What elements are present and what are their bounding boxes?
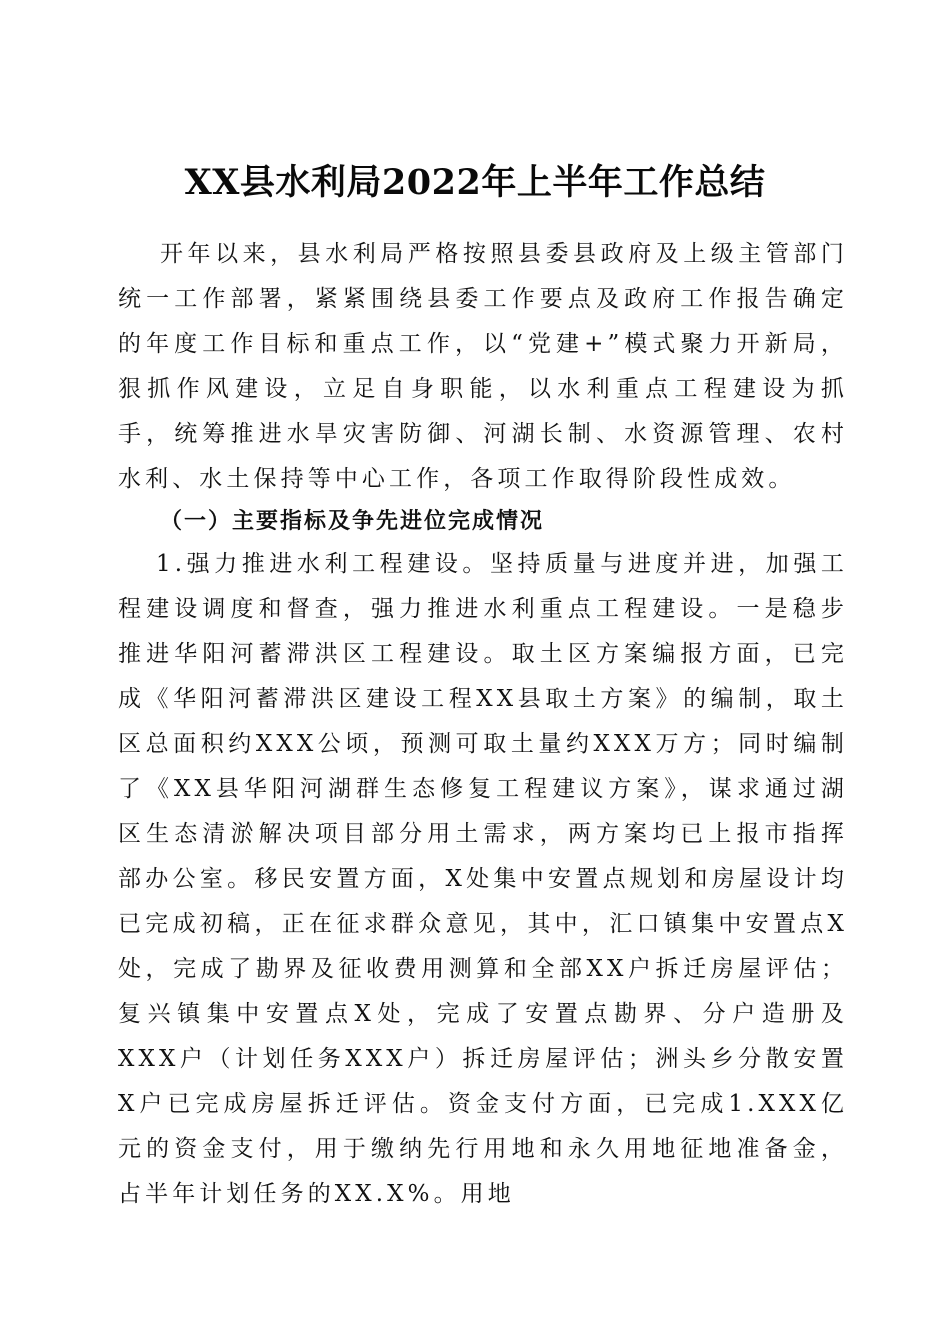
section-paragraph: 1.强力推进水利工程建设。坚持质量与进度并进，加强工程建设调度和督查，强力推进水利重点工程建设。一是稳步推进华阳河蓄滞洪区工程建设。取土区方案编报方面，已完成《华阳河蓄滞洪区建设工程XX县取土方案》的编制，取土区总面积约XXX公顷，预测可取土量约XXX万方；同时编制了《XX县华阳河湖群生态修复工程建议方案》，谋求通过湖区生态清淤解决项目部分用土需求，两方案均已上报市指挥部办公室。移民安置方面，X处集中安置点规划和房屋设计均已完成初稿，正在征求群众意见，其中，汇口镇集中安置点X处，完成了勘界及征收费用测算和全部XX户拆迁房屋评估；复兴镇集中安置点X处，完成了安置点勘界、分户造册及XXX户（计划任务XXX户）拆迁房屋评估；洲头乡分散安置X户已完成房屋拆迁评估。资金支付方面，已完成1.XXX亿元的资金支付，用于缴纳先行用地和永久用地征地准备金，占半年计划任务的XX.X%。用地	[118, 551, 848, 1207]
document-title: XX县水利局2022年上半年工作总结	[184, 162, 766, 204]
intro-paragraph: 开年以来，县水利局严格按照县委县政府及上级主管部门统一工作部署，紧紧围绕县委工作要点及政府工作报告确定的年度工作目标和重点工作，以“党建+”模式聚力开新局，狠抓作风建设，立足自身职能，以水利重点工程建设为抓手，统筹推进水旱灾害防御、河湖长制、水资源管理、农村水利、水土保持等中心工作，各项工作取得阶段性成效。	[118, 241, 848, 492]
section-heading: （一）主要指标及争先进位完成情况	[160, 509, 545, 534]
